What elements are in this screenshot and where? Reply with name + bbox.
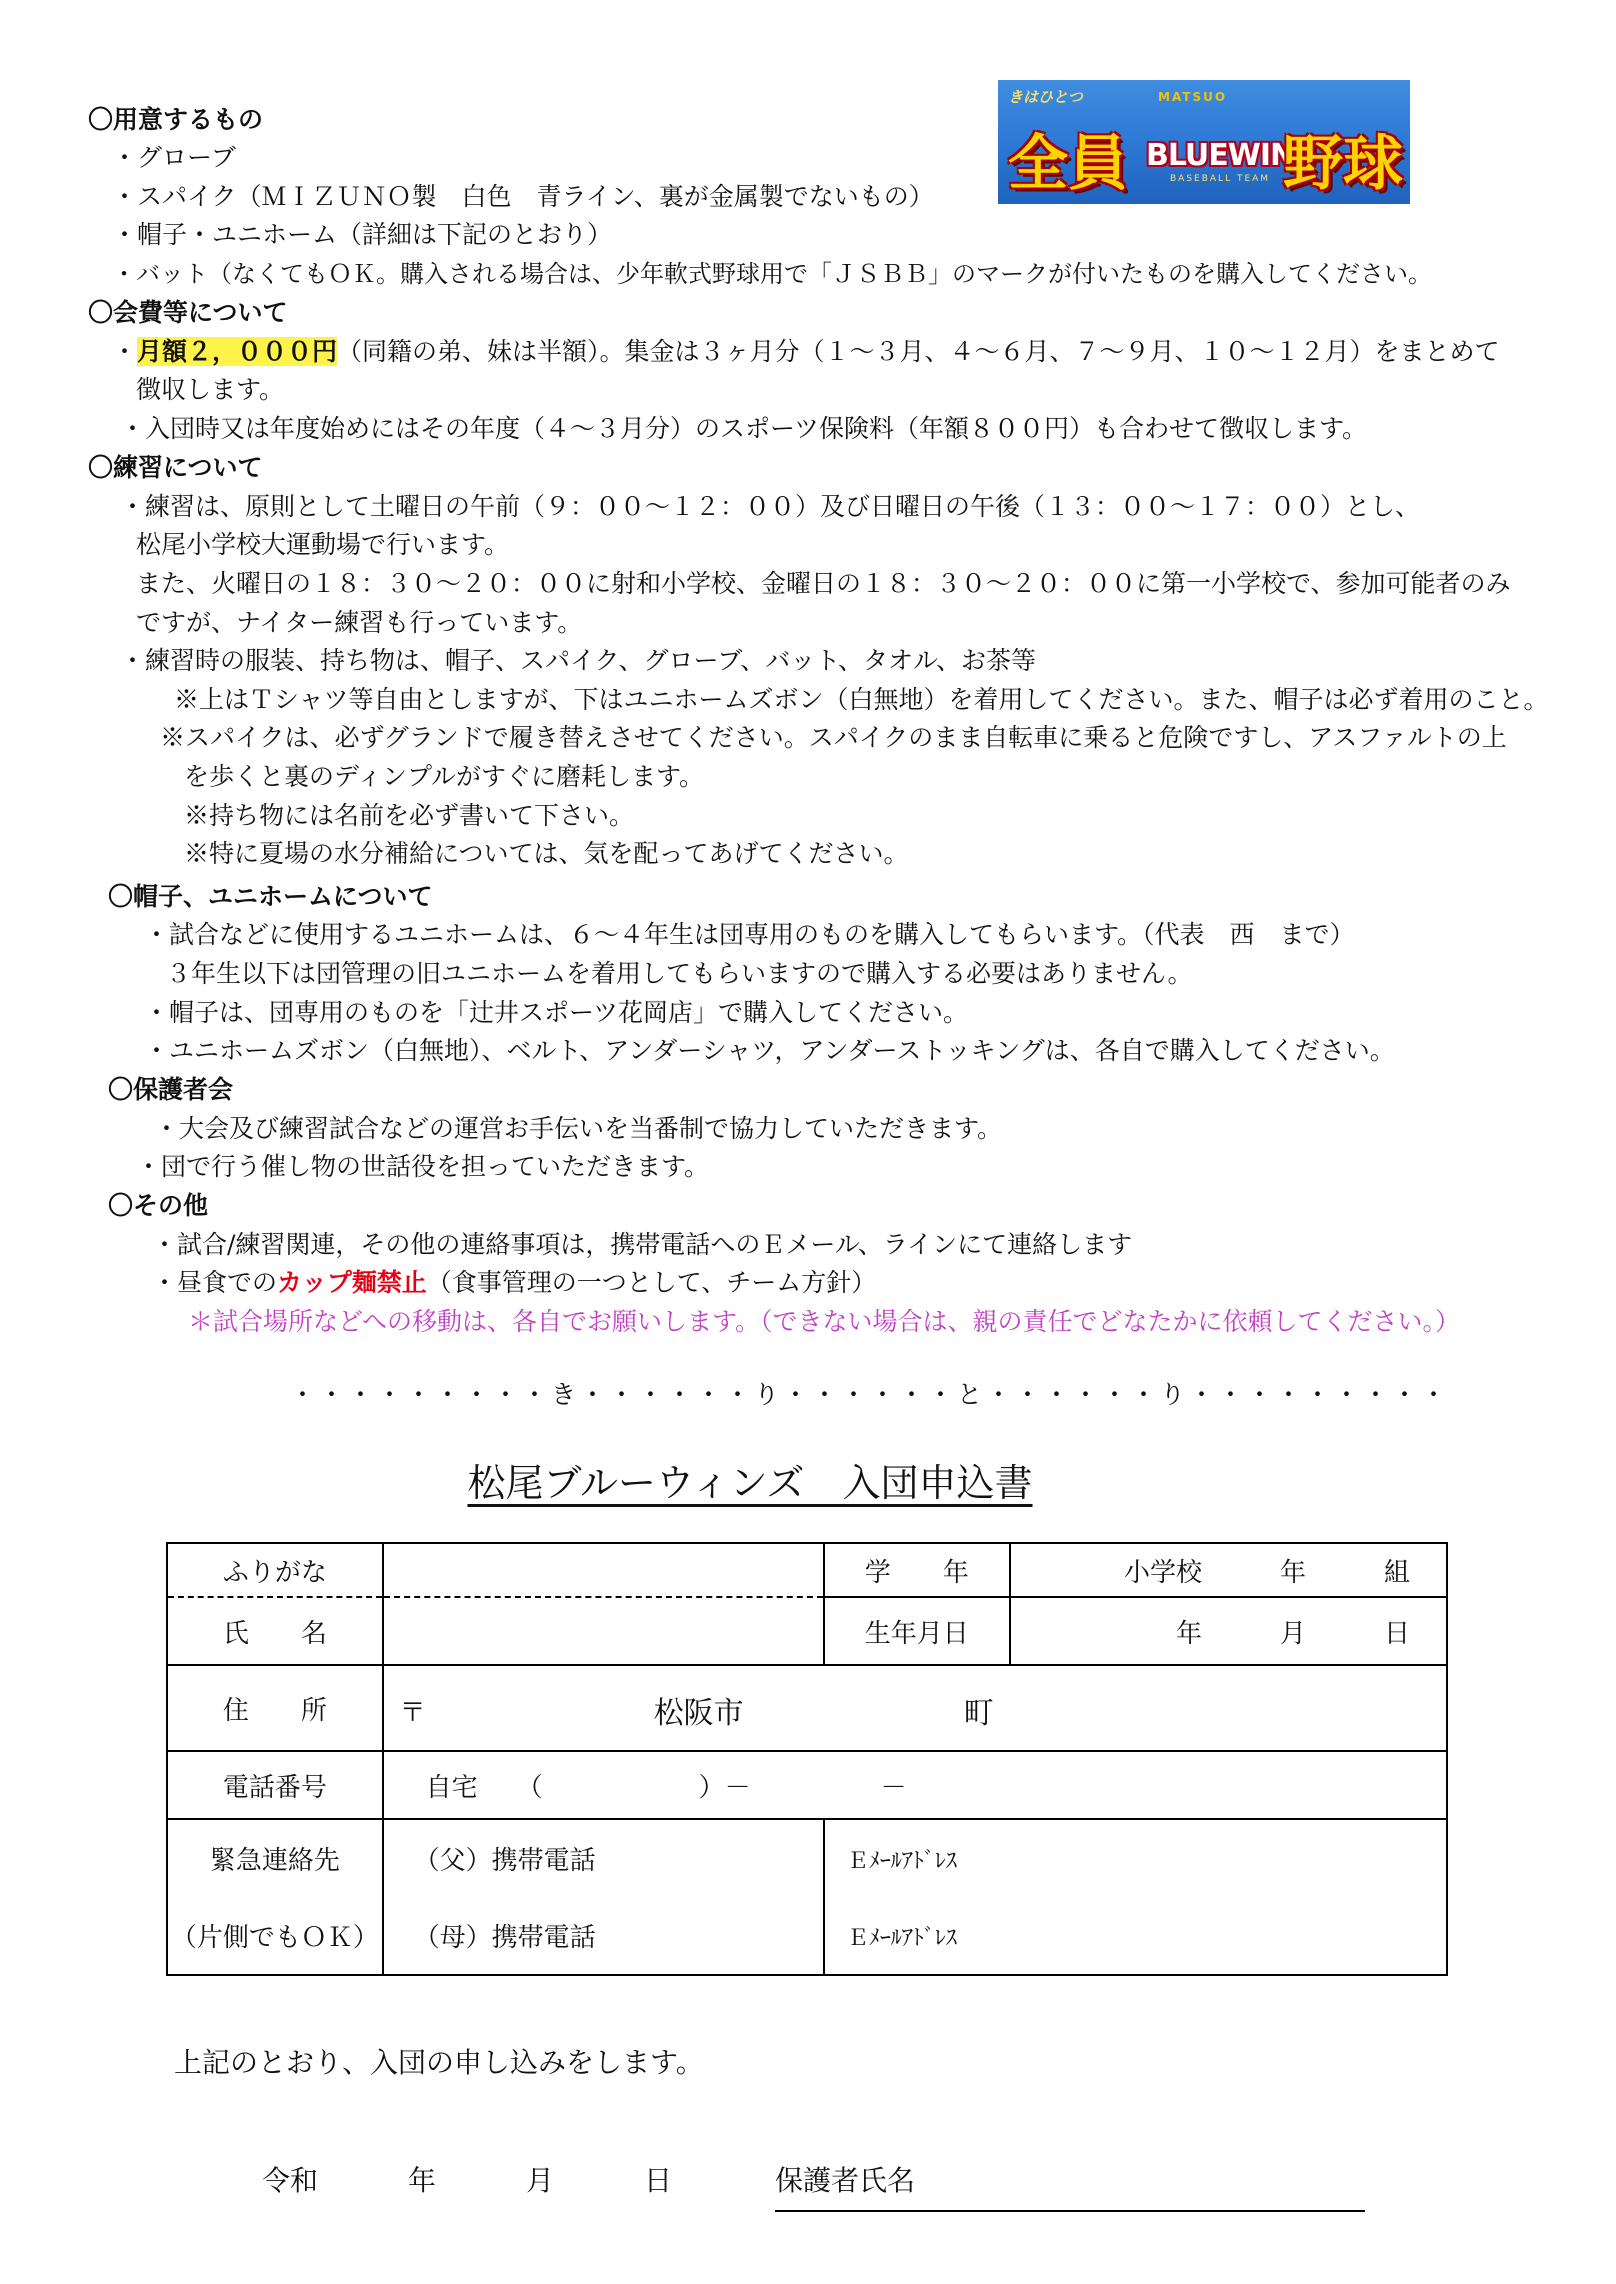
grade-field[interactable]: 小学校 年 組: [1010, 1543, 1447, 1597]
city-text: 松阪市: [653, 1696, 744, 1731]
guardian-signature-line[interactable]: [775, 2210, 1365, 2212]
phone-label: 電話番号: [167, 1751, 383, 1819]
list-item: ・スパイク（ＭＩＺＵＮＯ製 白色 青ライン、裏が金属製でないもの）: [112, 182, 934, 211]
town-text: 町: [963, 1696, 994, 1731]
section-heading-parents: 〇保護者会: [108, 1075, 234, 1104]
other-line: ・試合/練習関連，その他の連絡事項は，携帯電話へのＥメール、ラインにて連絡します: [152, 1230, 1133, 1259]
cut-line: ・・・・・・・・・き・・・・・・り・・・・・・と・・・・・・り・・・・・・・・・: [290, 1380, 1451, 1409]
name-field[interactable]: [383, 1597, 824, 1665]
date-day: 日: [644, 2164, 673, 2197]
fee-line: [112, 335, 1500, 369]
name-label: 氏 名: [167, 1597, 383, 1665]
practice-note: ※スパイクは、必ずグランドで履き替えさせてください。スパイクのまま自転車に乗ると危険ですし、アスファルトの上: [160, 723, 1507, 752]
uniform-line: ３年生以下は団管理の旧ユニホームを着用してもらいますので購入する必要はありません。: [166, 959, 1193, 988]
practice-note: ※上はＴシャツ等自由としますが、下はユニホームズボン（白無地）を着用してください。また、帽子は必ず着用のこと。: [174, 685, 1549, 714]
practice-line: 松尾小学校大運動場で行います。: [136, 530, 510, 559]
logo-bottom-text: BASEBALL TEAM: [1170, 174, 1271, 184]
guardian-label: 保護者氏名: [775, 2164, 916, 2197]
application-statement: 上記のとおり、入団の申し込みをします。: [174, 2046, 704, 2079]
father-email-label: Ｅﾒｰﾙｱﾄﾞﾚｽ: [846, 1849, 957, 1874]
logo-kanji-left: 全員: [1008, 129, 1128, 199]
practice-note: ※持ち物には名前を必ず書いて下さい。: [184, 801, 635, 830]
lunch-suffix: （食事管理の一つとして、チーム方針）: [426, 1268, 877, 1297]
fee-line-cont: 徴収します。: [136, 375, 285, 404]
furigana-label: ふりがな: [167, 1543, 383, 1597]
emergency-sublabel: （片側でもＯＫ）: [167, 1897, 383, 1975]
bullet: ・: [112, 337, 138, 366]
list-item: ・バット（なくてもＯＫ。購入される場合は、少年軟式野球用で「ＪＳＢＢ」のマークが付いたものを購入してください。: [112, 260, 1432, 288]
birth-label: 生年月日: [824, 1597, 1010, 1665]
postal-mark: 〒: [399, 1698, 426, 1728]
form-title: 松尾ブルーウィンズ 入団申込書: [467, 1461, 1033, 1505]
address-label: 住 所: [167, 1665, 383, 1751]
insurance-line: ・入団時又は年度始めにはその年度（４～３月分）のスポーツ保険料（年額８００円）も合わせて徴収します。: [120, 414, 1368, 443]
mother-contact-field[interactable]: [824, 1897, 1447, 1975]
other-line: [152, 1266, 876, 1300]
father-contact-field[interactable]: [824, 1819, 1447, 1897]
parents-line: ・団で行う催し物の世話役を担っていただきます。: [136, 1152, 710, 1181]
mother-email-label: Ｅﾒｰﾙｱﾄﾞﾚｽ: [846, 1926, 957, 1951]
cup-noodle-ban: カップ麺禁止: [277, 1268, 427, 1297]
section-heading-practice: 〇練習について: [88, 453, 263, 482]
practice-note: ※特に夏場の水分補給については、気を配ってあげてください。: [184, 839, 909, 868]
list-item: ・グローブ: [112, 143, 236, 172]
fee-detail: （同籍の弟、妹は半額）。集金は３ヶ月分（１～３月、４～６月、７～９月、１０～１２月）をまとめて: [337, 337, 1500, 366]
uniform-line: ・ユニホームズボン（白無地）、ベルト、アンダーシャツ，アンダーストッキングは、各自で購入してください。: [144, 1036, 1395, 1065]
practice-line: ・練習時の服装、持ち物は、帽子、スパイク、グローブ、バット、タオル、お茶等: [120, 646, 1037, 675]
emergency-label: 緊急連絡先: [167, 1819, 383, 1897]
practice-line: ですが、ナイター練習も行っています。: [136, 608, 583, 637]
birth-field[interactable]: 年 月 日: [1010, 1597, 1447, 1665]
date-era: 令和: [262, 2164, 319, 2197]
logo-kanji-right: 野球: [1283, 129, 1403, 199]
fee-highlight: 月額２，０００円: [137, 337, 338, 366]
practice-line: ・練習は、原則として土曜日の午前（９：００～１２：００）及び日曜日の午後（１３：００～１７：００）とし、: [120, 492, 1421, 521]
section-heading-other: 〇その他: [108, 1191, 209, 1220]
practice-note: を歩くと裏のディンプルがすぐに磨耗します。: [184, 762, 705, 791]
application-form: [166, 1542, 1448, 1976]
phone-field[interactable]: 自宅 （ ）－ －: [383, 1751, 1447, 1819]
father-phone-label: （父）携帯電話: [383, 1819, 824, 1897]
address-field[interactable]: [383, 1665, 1447, 1751]
parents-line: ・大会及び練習試合などの運営お手伝いを当番制で協力していただきます。: [154, 1114, 1003, 1143]
mother-phone-label: （母）携帯電話: [383, 1897, 824, 1975]
date-year: 年: [408, 2164, 437, 2197]
uniform-line: ・帽子は、団専用のものを「辻井スポーツ花岡店」で購入してください。: [144, 998, 969, 1027]
section-heading-fees: 〇会費等について: [88, 298, 288, 327]
uniform-line: ・試合などに使用するユニホームは、６～４年生は団専用のものを購入してもらいます。（代表 西 まで）: [144, 920, 1355, 949]
logo-arc-text: MATSUO: [1158, 90, 1228, 104]
transport-note: ＊試合場所などへの移動は、各自でお願いします。（できない場合は、親の責任でどなたかに依頼してください。）: [188, 1307, 1461, 1336]
logo-subtitle: きはひとつ: [1008, 88, 1083, 106]
team-logo: [998, 80, 1410, 204]
date-month: 月: [526, 2164, 555, 2197]
logo-brand: BLUEWINS: [1146, 138, 1315, 173]
lunch-prefix: ・昼食での: [152, 1268, 278, 1297]
list-item: ・帽子・ユニホーム（詳細は下記のとおり）: [112, 220, 613, 249]
grade-label: 学 年: [824, 1543, 1010, 1597]
practice-line: また、火曜日の１８：３０～２０：００に射和小学校、金曜日の１８：３０～２０：００に第一小学校で、参加可能者のみ: [136, 569, 1511, 598]
section-heading-uniform: 〇帽子、ユニホームについて: [108, 882, 433, 911]
furigana-field[interactable]: [383, 1543, 824, 1597]
section-heading-items: 〇用意するもの: [88, 105, 264, 134]
